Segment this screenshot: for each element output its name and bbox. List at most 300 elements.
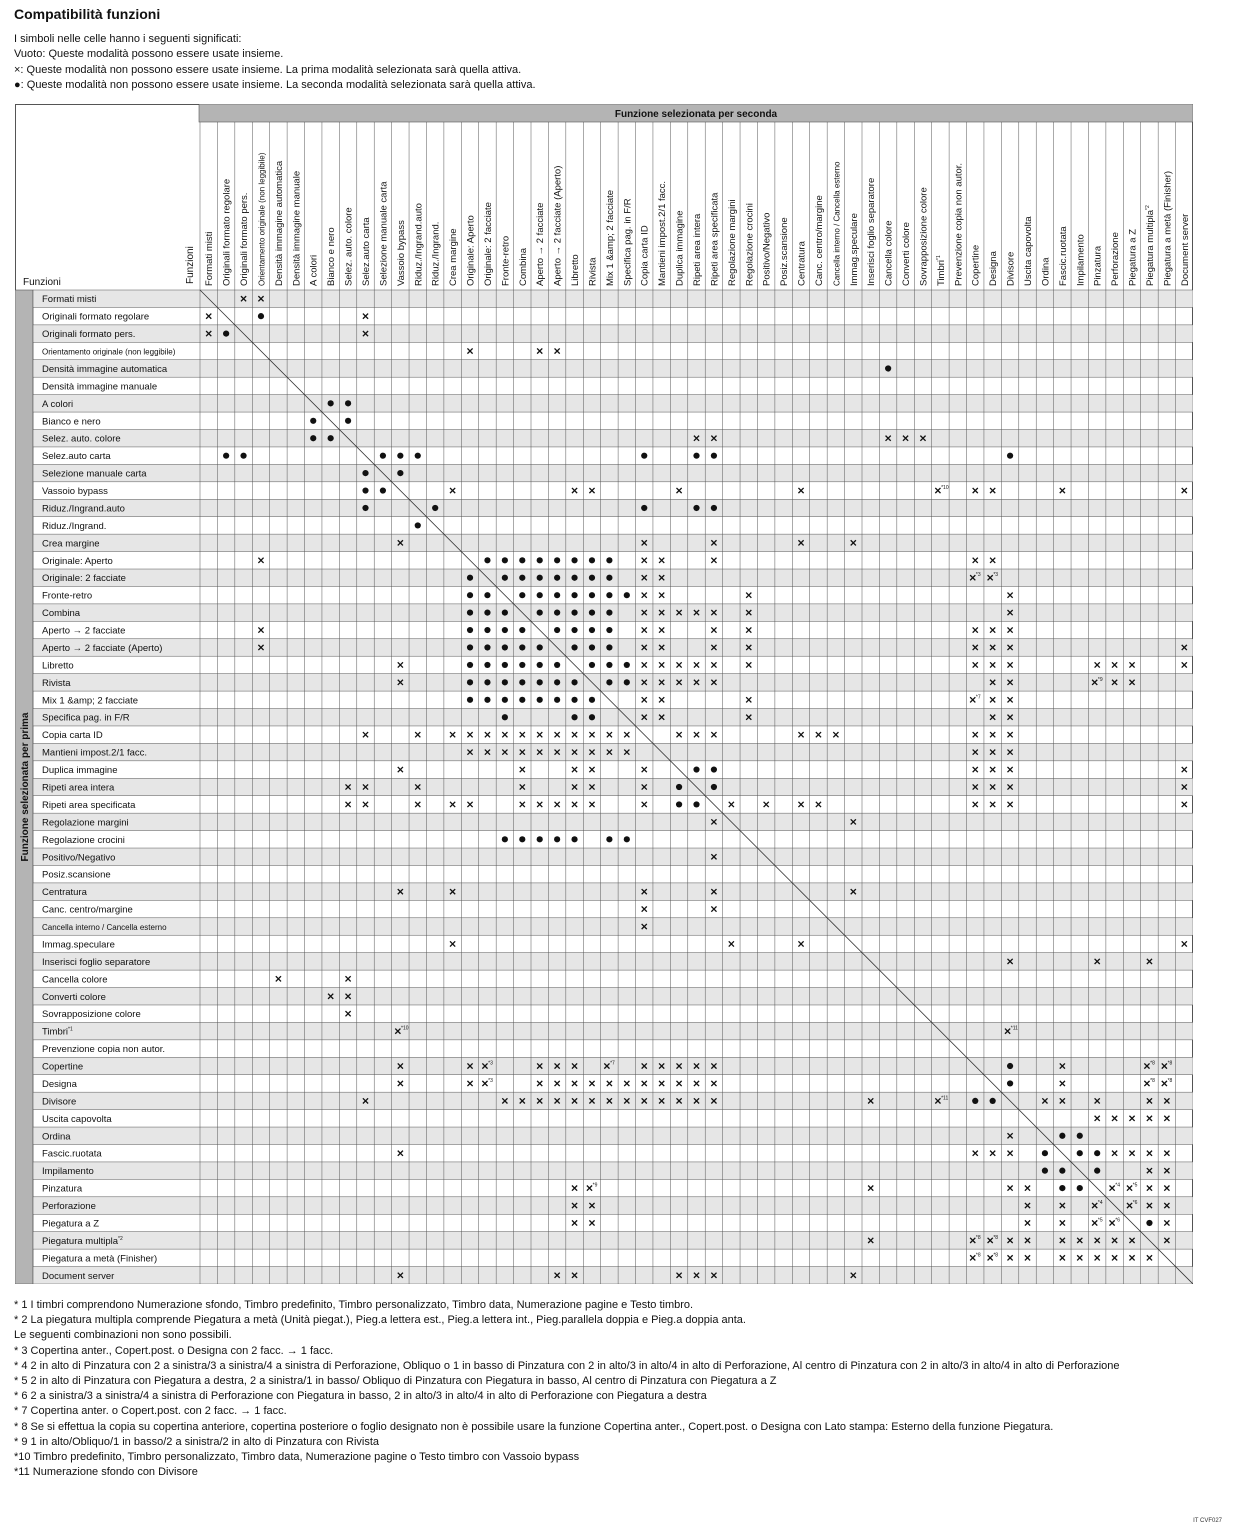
cell-note: *4 [1115, 1182, 1121, 1189]
cell-dot [484, 697, 490, 703]
row-label: Selezione manuale carta [42, 468, 147, 480]
cell-dot [711, 453, 717, 459]
legend-line: Vuoto: Queste modalità possono essere usate insieme. [14, 48, 284, 61]
cell-note: *3 [993, 572, 999, 579]
cell-dot [641, 505, 647, 511]
cell-dot [571, 644, 577, 650]
row-label: Canc. centro/margine [42, 904, 133, 916]
cell-dot [1042, 1150, 1048, 1156]
row-label: Rivista [42, 677, 71, 689]
column-header: Canc. centro/margine [813, 195, 825, 286]
cell-dot [519, 662, 525, 668]
cell-dot [223, 453, 229, 459]
column-header: Specifica pag. in F/R [622, 198, 634, 286]
column-header: Document server [1179, 213, 1191, 286]
cell-dot [571, 627, 577, 633]
cell-dot [1094, 1168, 1100, 1174]
column-header-note: *1 [935, 255, 942, 260]
cell-dot [380, 453, 386, 459]
column-header: Timbri$^{*1}$ [935, 255, 947, 286]
cell-dot [484, 679, 490, 685]
cell-note: *3 [975, 572, 981, 579]
cell-dot [519, 592, 525, 598]
cell-dot [693, 801, 699, 807]
cell-note: *8 [1167, 1077, 1173, 1084]
cell-dot [467, 627, 473, 633]
column-header: Densità immagine automatica [273, 160, 285, 286]
cell-dot [537, 697, 543, 703]
cell-dot [571, 679, 577, 685]
column-header: Prevenzione copia non autor. [953, 162, 965, 286]
cell-dot [362, 487, 368, 493]
cell-dot [624, 662, 630, 668]
document-code: IT CVF027 [1193, 1518, 1222, 1524]
cell-dot [1007, 1063, 1013, 1069]
column-header: Immag.speculare [848, 213, 860, 286]
row-label: Document server [42, 1270, 115, 1282]
cell-dot [990, 1098, 996, 1104]
column-header-note: *2 [1144, 205, 1151, 210]
row-label: Formati misti [42, 294, 97, 306]
cell-dot [519, 644, 525, 650]
cell-note: *5 [1132, 1182, 1138, 1189]
row-label: Originali formato regolare [42, 311, 150, 323]
cell-dot [502, 575, 508, 581]
page-title: Compatibilità funzioni [14, 6, 161, 22]
cell-note: *8 [975, 1252, 981, 1259]
cell-note: *8 [993, 1234, 999, 1241]
column-header: Originale: Aperto [465, 215, 477, 286]
cell-dot [571, 575, 577, 581]
column-header: Originale: 2 facciate [482, 202, 494, 286]
corner-label-rows: Funzioni [23, 277, 61, 288]
cell-dot [554, 627, 560, 633]
cell-dot [484, 610, 490, 616]
cell-dot [606, 679, 612, 685]
cell-dot [693, 505, 699, 511]
cell-dot [519, 697, 525, 703]
column-header: Duplica immagine [674, 210, 686, 286]
row-label: Libretto [42, 660, 74, 672]
legend-line: I simboli nelle celle hanno i seguenti significati: [14, 33, 242, 45]
cell-dot [1077, 1133, 1083, 1139]
row-label: Regolazione crocini [42, 834, 125, 846]
cell-dot [1059, 1185, 1065, 1191]
footnote: *10 Timbro predefinito, Timbro personalizzato, Timbro data, Numerazione pagine o Testo timbro con Vassoio bypass [14, 1451, 580, 1464]
column-header: Originali formato pers. [239, 192, 251, 286]
row-label: Converti colore [42, 991, 106, 1003]
row-label: Posiz.scansione [42, 869, 111, 881]
cell-dot [432, 505, 438, 511]
column-header: Fascic.ruotata [1057, 226, 1069, 286]
compatibility-matrix [15, 104, 1193, 1284]
cell-dot [641, 453, 647, 459]
cell-dot [467, 610, 473, 616]
cell-dot [467, 592, 473, 598]
legend-line: ●: Queste modalità non possono essere usate insieme. La seconda modalità selezionata sarà quella attiva. [14, 78, 536, 91]
header-first-label: Funzione selezionata per prima [20, 712, 31, 862]
column-header: Ripeti area intera [692, 213, 703, 286]
cell-note: *9 [592, 1182, 598, 1189]
row-label: Aperto → 2 facciate [42, 625, 126, 637]
cell-dot [606, 644, 612, 650]
cell-note: *3 [488, 1077, 493, 1084]
cell-dot [589, 644, 595, 650]
cell-dot [415, 522, 421, 528]
cell-dot [606, 836, 612, 842]
cell-dot [223, 330, 229, 336]
cell-dot [380, 487, 386, 493]
cell-dot [571, 610, 577, 616]
column-header: Aperto → 2 facciate [535, 202, 547, 286]
row-label: Perforazione [42, 1201, 96, 1213]
column-header: Riduz./Ingrand. [430, 221, 442, 286]
cell-dot [537, 592, 543, 598]
column-header: Selez.auto carta [361, 217, 372, 286]
cell-dot [310, 418, 316, 424]
cell-note: *6 [1132, 1200, 1138, 1207]
row-label: Orientamento originale (non leggibile) [42, 347, 176, 357]
cell-dot [1094, 1150, 1100, 1156]
footnote: * 8 Se si effettua la copia su copertina anteriore, copertina posteriore o foglio designato non è possibile usare la funzione Copertina anter., Copert.post. o Designa con Lato stampa: Esterno della funzione Piegatura. [14, 1420, 1054, 1433]
cell-dot [519, 557, 525, 563]
column-header: Mantieni impost.2/1 facc. [657, 180, 669, 286]
cell-dot [606, 575, 612, 581]
footnote: * 2 La piegatura multipla comprende Piegatura a metà (Unità piegat.), Pieg.a lettera est., Pieg.a lettera int., Pieg.parallela doppia e Pieg.a doppia anta. [14, 1314, 746, 1327]
row-label: Ripeti area intera [42, 782, 115, 794]
row-label: Selez. auto. colore [42, 433, 121, 445]
cell-dot [711, 505, 717, 511]
cell-dot [1059, 1168, 1065, 1174]
cell-dot [1077, 1150, 1083, 1156]
row-label-note: *1 [68, 1026, 73, 1033]
cell-dot [328, 435, 334, 441]
row-label: Ripeti area specificata [42, 799, 136, 811]
row-label: Mantieni impost.2/1 facc. [42, 747, 148, 759]
legend [14, 32, 536, 93]
cell-dot [537, 557, 543, 563]
cell-dot [571, 836, 577, 842]
cell-dot [554, 697, 560, 703]
cell-dot [554, 679, 560, 685]
cell-dot [502, 644, 508, 650]
cell-dot [519, 679, 525, 685]
cell-dot [502, 627, 508, 633]
cell-dot [345, 418, 351, 424]
column-header: Crea margine [448, 228, 460, 286]
cell-note: *8 [1150, 1077, 1155, 1084]
cell-dot [693, 766, 699, 772]
column-header: Densità immagine manuale [291, 170, 303, 286]
cell-dot [606, 592, 612, 598]
row-label: Originali formato pers. [42, 329, 136, 341]
column-header: A colori [308, 254, 320, 286]
cell-dot [537, 644, 543, 650]
cell-dot [693, 453, 699, 459]
cell-dot [589, 662, 595, 668]
cell-dot [571, 697, 577, 703]
column-header: Ordina [1040, 257, 1052, 286]
row-label: Cancella interno / Cancella esterno [42, 923, 167, 933]
corner-label-cols: Funzioni [185, 246, 196, 284]
cell-dot [711, 784, 717, 790]
footnote: * 3 Copertina anter., Copert.post. o Designa con 2 facc. → 1 facc. [14, 1344, 334, 1357]
cell-dot [589, 610, 595, 616]
cell-dot [502, 610, 508, 616]
cell-dot [467, 679, 473, 685]
cell-dot [1077, 1185, 1083, 1191]
row-label: Aperto → 2 facciate (Aperto) [42, 642, 163, 654]
column-header: Cancella colore [883, 220, 895, 286]
cell-dot [589, 592, 595, 598]
cell-note: *11 [941, 1095, 949, 1102]
row-label: Pinzatura [42, 1183, 83, 1195]
column-header: Piegatura a metà (Finisher) [1162, 170, 1174, 286]
cell-dot [502, 714, 508, 720]
cell-dot [519, 836, 525, 842]
cell-note: *10 [401, 1025, 409, 1032]
column-header: Regolazione margini [726, 199, 738, 286]
column-header: Riduz./Ingrand.auto [413, 203, 425, 286]
cell-dot [537, 575, 543, 581]
cell-dot [571, 592, 577, 598]
row-label: Bianco e nero [42, 416, 101, 428]
column-header: Copia carta ID [639, 225, 651, 286]
row-label: Crea margine [42, 538, 100, 550]
footnote: *11 Numerazione sfondo con Divisore [14, 1466, 198, 1479]
cell-note: *8 [1150, 1060, 1155, 1067]
column-header: Designa [988, 251, 1000, 286]
footnote: * 9 1 in alto/Obliquo/1 in basso/2 a sinistra/2 in alto di Pinzatura con Rivista [14, 1435, 380, 1448]
column-header: Originali formato regolare [221, 178, 233, 286]
cell-note: *3 [488, 1060, 493, 1067]
cell-dot [362, 505, 368, 511]
cell-dot [554, 610, 560, 616]
cell-dot [624, 592, 630, 598]
cell-dot [240, 453, 246, 459]
cell-dot [606, 610, 612, 616]
row-label: Prevenzione copia non autor. [42, 1044, 166, 1056]
column-header: Copertine [970, 244, 982, 286]
row-label: Piegatura multipla$^{*2}$ [42, 1235, 123, 1247]
row-label: Vassoio bypass [42, 486, 108, 498]
column-header: Pinzatura [1092, 245, 1104, 286]
cell-dot [537, 610, 543, 616]
column-header: Libretto [570, 254, 582, 286]
row-label: Designa [42, 1078, 77, 1090]
cell-dot [467, 697, 473, 703]
footnote: * 5 2 in alto di Pinzatura con Piegatura a destra, 2 a sinistra/1 in basso/ Obliquo di Pinzatura con Piegatura in basso, Al centro di Pinzatura con Piegatura a Z [14, 1375, 777, 1388]
cell-note: *10 [941, 485, 949, 492]
cell-dot [502, 836, 508, 842]
column-header: Divisore [1005, 251, 1017, 286]
cell-dot [537, 679, 543, 685]
row-label: Impilamento [42, 1166, 94, 1178]
cell-dot [362, 470, 368, 476]
row-label: Mix 1 &amp; 2 facciate [42, 695, 139, 707]
cell-dot [397, 470, 403, 476]
column-header: Ripeti area specificata [709, 192, 721, 286]
row-label: Cancella colore [42, 974, 108, 986]
row-label: Centratura [42, 887, 87, 899]
cell-dot [589, 697, 595, 703]
row-label: Piegatura a metà (Finisher) [42, 1253, 158, 1265]
cell-dot [502, 679, 508, 685]
row-label: Originale: Aperto [42, 555, 113, 567]
cell-dot [1007, 1080, 1013, 1086]
cell-dot [606, 627, 612, 633]
cell-dot [1146, 1220, 1152, 1226]
row-label: Copia carta ID [42, 730, 103, 742]
cell-note: *7 [975, 694, 981, 701]
column-header: Perforazione [1110, 232, 1122, 286]
cell-dot [484, 662, 490, 668]
cell-note: *8 [1167, 1060, 1173, 1067]
cell-dot [554, 592, 560, 598]
cell-dot [328, 400, 334, 406]
row-label: Piegatura a Z [42, 1218, 100, 1230]
column-header: Centratura [796, 241, 808, 286]
cell-dot [484, 592, 490, 598]
cell-dot [519, 575, 525, 581]
footnote: * 7 Copertina anter. o Copert.post. con 2 facc. → 1 facc. [14, 1405, 287, 1418]
row-label: A colori [42, 398, 74, 410]
column-header: Impilamento [1075, 234, 1087, 286]
cell-note: *8 [975, 1234, 981, 1241]
row-label: Riduz./Ingrand. [42, 520, 107, 532]
footnote: Le seguenti combinazioni non sono possibili. [14, 1329, 232, 1342]
row-label: Timbri$^{*1}$ [42, 1026, 73, 1038]
column-header: Sovrapposizione colore [918, 187, 930, 286]
cell-dot [484, 627, 490, 633]
row-label: Fascic.ruotata [42, 1148, 102, 1160]
matrix-svg [15, 104, 1193, 1284]
column-header: Regolazione crocini [744, 203, 756, 286]
column-header: Selezione manuale carta [378, 181, 390, 286]
cell-dot [502, 557, 508, 563]
footnote: * 6 2 a sinistra/3 a sinistra/4 a sinistra di Perforazione con Piegatura in basso, 2 in alto/3 in alto/4 in alto di Perforazione con Piegatura a destra [14, 1390, 707, 1403]
cell-dot [502, 662, 508, 668]
cell-dot [571, 557, 577, 563]
cell-dot [589, 627, 595, 633]
cell-note: *4 [1097, 1200, 1103, 1207]
cell-note: *8 [993, 1252, 999, 1259]
column-header: Aperto → 2 facciate (Aperto) [552, 165, 564, 286]
cell-dot [258, 313, 264, 319]
cell-dot [1059, 1133, 1065, 1139]
cell-dot [537, 836, 543, 842]
cell-dot [676, 801, 682, 807]
row-label: Immag.speculare [42, 939, 115, 951]
cell-dot [885, 365, 891, 371]
column-header: Selez. auto. colore [343, 207, 355, 286]
cell-dot [345, 400, 351, 406]
cell-note: *5 [1097, 1217, 1103, 1224]
cell-dot [537, 662, 543, 668]
row-label: Densità immagine automatica [42, 363, 168, 375]
cell-dot [571, 714, 577, 720]
cell-dot [519, 627, 525, 633]
cell-dot [415, 453, 421, 459]
cell-dot [554, 836, 560, 842]
cell-dot [397, 453, 403, 459]
row-label: Selez.auto carta [42, 451, 111, 463]
cell-dot [554, 575, 560, 581]
footnote: * 4 2 in alto di Pinzatura con 2 a sinistra/3 a sinistra/4 a sinistra di Perforazione, Obliquo o 1 in basso di Pinzatura con 2 in alto/3 in alto/4 in alto di Perforazione, Al centro di Pinzatura con 2 in alto/3 in alto/4 in alto di Perforazione [14, 1359, 1120, 1372]
cell-dot [502, 697, 508, 703]
cell-dot [711, 766, 717, 772]
cell-dot [467, 662, 473, 668]
column-header: Bianco e nero [326, 227, 338, 286]
cell-note: *11 [1010, 1025, 1018, 1032]
cell-dot [467, 644, 473, 650]
row-label: Densità immagine manuale [42, 381, 158, 393]
row-label: Originale: 2 facciate [42, 573, 126, 585]
row-label: Inserisci foglio separatore [42, 956, 151, 968]
column-header: Positivo/Negativo [761, 212, 773, 286]
column-header: Piegatura a Z [1127, 228, 1139, 286]
cell-dot [1007, 453, 1013, 459]
row-label-note: *2 [118, 1235, 123, 1242]
column-header: Uscita capovolta [1023, 216, 1034, 286]
cell-dot [310, 435, 316, 441]
row-label: Combina [42, 608, 81, 620]
cell-dot [1042, 1168, 1048, 1174]
cell-dot [484, 644, 490, 650]
cell-dot [589, 575, 595, 581]
column-header: Piegatura multipla$^{*2}$ [1144, 205, 1156, 286]
footnotes [14, 1298, 1120, 1480]
column-header: Inserisci foglio separatore [866, 177, 878, 286]
row-label: Uscita capovolta [42, 1113, 112, 1125]
column-header: Mix 1 &amp; 2 facciate [604, 189, 616, 286]
column-header: Formati misti [204, 231, 216, 286]
row-label: Ordina [42, 1131, 71, 1143]
column-header: Converti colore [901, 222, 913, 286]
footnote: * 1 I timbri comprendono Numerazione sfondo, Timbro predefinito, Timbro personalizzato, Timbro data, Numerazione pagine e Testo timbro. [14, 1299, 694, 1311]
row-label: Specifica pag. in F/R [42, 712, 130, 724]
row-label: Fronte-retro [42, 590, 93, 602]
row-label: Positivo/Negativo [42, 852, 116, 864]
row-label: Regolazione margini [42, 817, 129, 829]
cell-dot [972, 1098, 978, 1104]
cell-note: *7 [610, 1060, 615, 1067]
column-header: Fronte-retro [500, 235, 512, 286]
legend-line: ×: Queste modalità non possono essere usate insieme. La prima modalità selezionata sarà quella attiva. [14, 63, 522, 76]
row-label: Copertine [42, 1061, 84, 1073]
cell-note: *6 [1115, 1217, 1121, 1224]
column-header: Posiz.scansione [779, 217, 791, 286]
cell-dot [676, 784, 682, 790]
column-header: Vassoio bypass [395, 220, 407, 286]
cell-dot [554, 662, 560, 668]
cell-dot [467, 575, 473, 581]
header-second-label: Funzione selezionata per seconda [614, 109, 778, 120]
cell-dot [606, 662, 612, 668]
cell-dot [589, 714, 595, 720]
cell-dot [624, 836, 630, 842]
cell-dot [624, 679, 630, 685]
column-header: Cancella interno / Cancella esterno [832, 161, 842, 286]
row-label: Duplica immagine [42, 765, 118, 777]
cell-dot [554, 557, 560, 563]
row-label: Divisore [42, 1096, 77, 1108]
cell-note: *9 [1097, 676, 1103, 683]
row-label: Sovrapposizione colore [42, 1009, 141, 1021]
cell-dot [484, 557, 490, 563]
cell-dot [606, 557, 612, 563]
column-header: Rivista [587, 257, 599, 286]
